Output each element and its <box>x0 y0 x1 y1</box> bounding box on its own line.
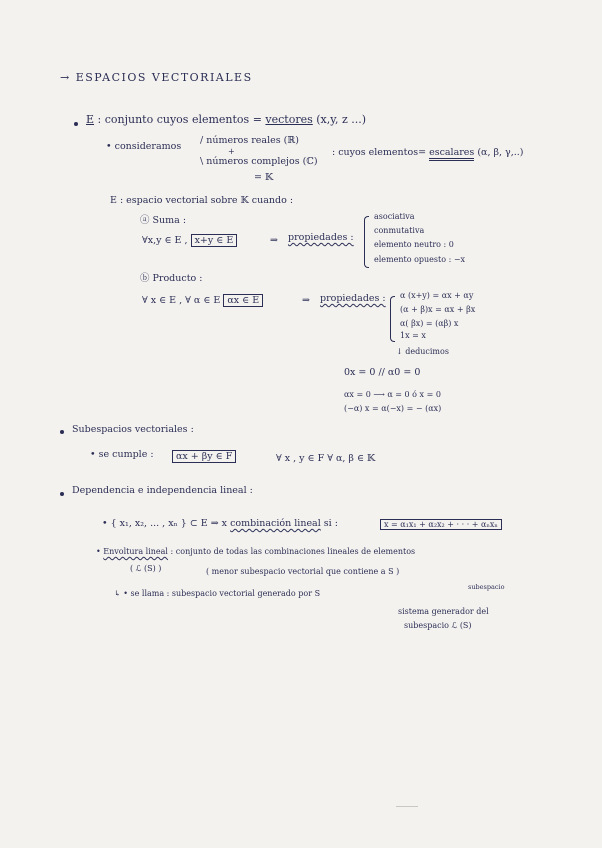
arrow-implies: ⇒ <box>302 295 310 306</box>
subespacio-small-note: subespacio <box>468 583 505 591</box>
subespacio-quantifiers: ∀ x , y ∈ F ∀ α, β ∈ 𝕂 <box>276 453 376 464</box>
deducimos: ↓ deducimos <box>396 347 449 356</box>
suma-box: x+y ∈ E <box>191 234 238 247</box>
deduccion-3: (−α) x = α(−x) = − (αx) <box>344 404 442 413</box>
envoltura-symbol: ( ℒ (S) ) <box>130 564 162 573</box>
page-mark <box>396 806 418 807</box>
prop-item: α( βx) = (αβ) x <box>400 319 459 328</box>
prop-item: 1x = x <box>400 331 426 340</box>
bullet <box>60 492 64 496</box>
page-title: → ESPACIOS VECTORIALES <box>60 71 253 84</box>
consideramos-label: • consideramos <box>106 141 182 152</box>
combinacion-lineal-word: combinación lineal <box>230 518 321 529</box>
prop-item: α (x+y) = αx + αy <box>400 291 474 300</box>
se-llama-line: ↳ • se llama : subespacio vectorial generado por S <box>114 589 321 598</box>
producto-condition: ∀ x ∈ E , ∀ α ∈ E αx ∈ E <box>142 296 263 306</box>
combinacion-line: • { x₁, x₂, ... , xₙ } ⊂ E ⇒ x combinación lineal si : <box>102 518 338 529</box>
producto-box: αx ∈ E <box>223 294 263 307</box>
reales-line: / números reales (ℝ) <box>200 135 299 146</box>
prop-item: elemento neutro : 0 <box>374 240 454 249</box>
deduccion-2: αx = 0 ⟶ α = 0 ó x = 0 <box>344 390 441 399</box>
brace <box>390 296 395 342</box>
plus-sign: + <box>228 147 235 156</box>
envoltura-line: • Envoltura lineal : conjunto de todas las combinaciones lineales de elementos <box>96 547 416 556</box>
complejos-line: \ números complejos (ℂ) <box>200 156 318 167</box>
prop-item: (α + β)x = αx + βx <box>400 305 476 314</box>
suma-condition: ∀x,y ∈ E , x+y ∈ E <box>142 236 237 246</box>
e-label: E <box>86 113 95 126</box>
envoltura-lineal-word: Envoltura lineal <box>103 547 168 556</box>
prop-item: conmutativa <box>374 226 425 235</box>
vectores-word: vectores <box>265 113 313 126</box>
cuyos-elementos: : cuyos elementos= escalares (α, β, γ,..) <box>332 148 523 158</box>
suma-label: ⓐ Suma : <box>140 215 187 226</box>
envoltura-paren: ( menor subespacio vectorial que contiene a S ) <box>206 567 400 576</box>
se-cumple-label: • se cumple : <box>90 449 154 460</box>
brace <box>364 216 369 268</box>
subespacios-heading: Subespacios vectoriales : <box>72 424 194 435</box>
escalares-word: escalares <box>429 147 474 161</box>
subespacio-condition <box>172 452 236 462</box>
propiedades-suma: propiedades : <box>288 232 354 243</box>
deduccion-1: 0x = 0 // α0 = 0 <box>344 367 421 378</box>
equals-k: = 𝕂 <box>254 172 274 183</box>
subespacio-l: subespacio ℒ (S) <box>404 621 472 630</box>
arrow-implies: ⇒ <box>270 235 278 246</box>
prop-item: elemento opuesto : −x <box>374 255 466 264</box>
sistema-generador: sistema generador del <box>398 607 489 616</box>
espacio-vectorial-line: E : espacio vectorial sobre 𝕂 cuando : <box>110 195 294 206</box>
bullet <box>60 430 64 434</box>
propiedades-producto: propiedades : <box>320 293 386 304</box>
prop-item: asociativa <box>374 212 415 221</box>
bullet <box>74 122 78 126</box>
producto-label: ⓑ Producto : <box>140 273 203 284</box>
dependencia-heading: Dependencia e independencia lineal : <box>72 485 253 496</box>
combinacion-box: x = α₁x₁ + α₂x₂ + · · · + αₙxₙ <box>380 519 502 530</box>
combinacion-formula <box>380 521 502 530</box>
subespacio-box: αx + βy ∈ F <box>172 450 236 463</box>
e-definition: E : conjunto cuyos elementos = vectores (x,y, z ...) <box>86 113 367 126</box>
